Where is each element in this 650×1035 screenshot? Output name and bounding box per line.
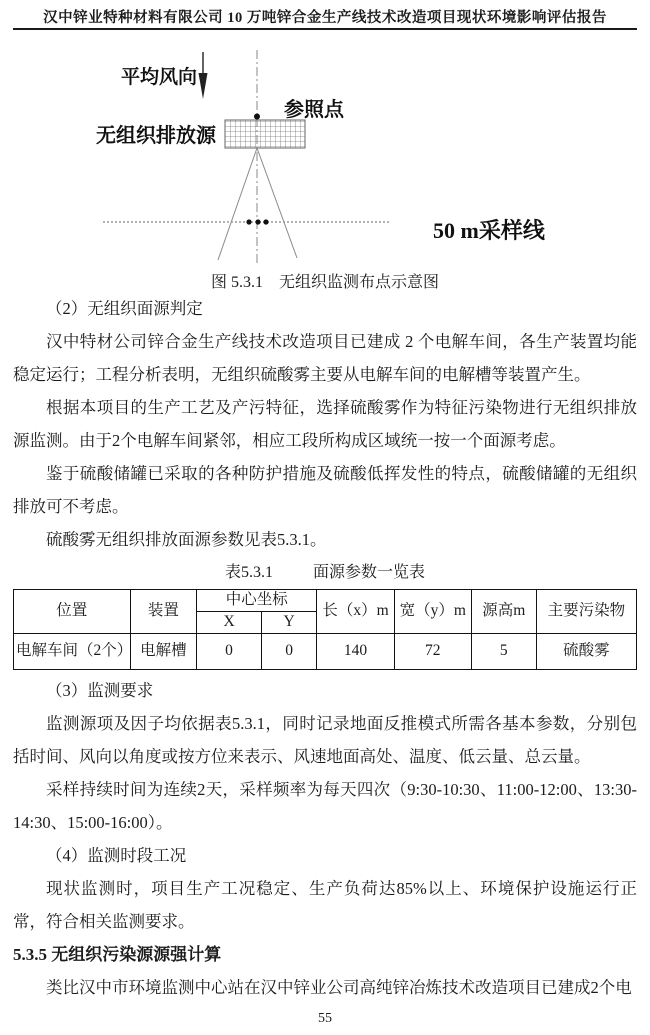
paragraph: （3）监测要求 <box>46 681 154 700</box>
paragraph: 汉中特材公司锌合金生产线技术改造项目已建成 2 个电解车间，各生产装置均能稳定运行；工程分析表明，无组织硫酸雾主要从电解车间的电解槽等装置产生。 <box>13 332 637 384</box>
paragraph: （4）监测时段工况 <box>46 846 187 865</box>
plume-cone-right-line <box>257 148 297 258</box>
paragraph: 根据本项目的生产工艺及产污特征，选择硫酸雾作为特征污染物进行无组织排放源监测。由于2个电解车间紧邻，相应工段所构成区域统一按一个面源考虑。 <box>13 398 637 450</box>
figure-caption: 图 5.3.1 无组织监测布点示意图 <box>210 274 439 291</box>
sampling-point-dot <box>246 219 251 224</box>
body-before-table <box>13 292 637 589</box>
wind-direction-label: 平均风向 <box>121 67 198 88</box>
table-caption-title: 面源参数一览表 <box>313 564 426 581</box>
section-heading-5-3-5: 5.3.5 无组织污染源源强计算 <box>13 945 222 964</box>
wind-arrow-head-icon <box>199 73 208 99</box>
paragraph: 硫酸雾无组织排放面源参数见表5.3.1。 <box>46 530 327 549</box>
col-header-position: 位置 <box>14 590 131 634</box>
figure-monitoring-layout <box>0 30 650 292</box>
col-header-y: Y <box>261 612 316 634</box>
paragraph: 监测源项及因子均依据表5.3.1，同时记录地面反推模式所需各基本参数，分别包括时间、风向以角度或按方位来表示、风速地面高处、温度、低云量、总云量。 <box>13 714 637 766</box>
cell-x: 0 <box>197 634 262 670</box>
col-header-device: 装置 <box>130 590 197 634</box>
paragraph: 鉴于硫酸储罐已采取的各种防护措施及硫酸低挥发性的特点，硫酸储罐的无组织排放可不考虑。 <box>13 464 637 516</box>
col-header-length: 长（x）m <box>317 590 394 634</box>
table-row <box>14 634 637 670</box>
cell-length: 140 <box>317 634 394 670</box>
sampling-point-dot <box>255 219 260 224</box>
area-source-parameter-table <box>13 589 637 670</box>
cell-source-height: 5 <box>471 634 536 670</box>
reference-point-label: 参照点 <box>284 99 344 121</box>
table-caption-number: 表5.3.1 <box>224 564 273 581</box>
col-header-source-height: 源高m <box>471 590 536 634</box>
monitoring-layout-diagram <box>0 46 650 268</box>
plume-cone-left-line <box>218 148 257 260</box>
emission-source-rect <box>225 120 305 148</box>
reference-point-dot <box>254 114 260 120</box>
col-header-width: 宽（y）m <box>394 590 471 634</box>
paragraph: 类比汉中市环境监测中心站在汉中锌业公司高纯锌冶炼技术改造项目已建成2个电 <box>46 978 632 997</box>
col-header-pollutant: 主要污染物 <box>536 590 636 634</box>
paragraph: （2）无组织面源判定 <box>46 299 203 318</box>
col-header-x: X <box>197 612 262 634</box>
cell-position: 电解车间（2个） <box>14 634 131 670</box>
table-header-row <box>14 590 637 612</box>
paragraph: 现状监测时，项目生产工况稳定、生产负荷达85%以上、环境保护设施运行正常，符合相关监测要求。 <box>13 879 637 931</box>
cell-width: 72 <box>394 634 471 670</box>
body-closing <box>13 971 637 1004</box>
emission-source-label: 无组织排放源 <box>96 125 216 147</box>
cell-device: 电解槽 <box>130 634 197 670</box>
page-header-title: 汉中锌业特种材料有限公司 10 万吨锌合金生产线技术改造项目现状环境影响评估报告 <box>13 0 637 30</box>
cell-pollutant: 硫酸雾 <box>536 634 636 670</box>
page-number: 55 <box>318 1011 332 1026</box>
paragraph: 采样持续时间为连续2天，采样频率为每天四次（9:30-10:30、11:00-12:00、13:30-14:30、15:00-16:00）。 <box>13 780 637 832</box>
cell-y: 0 <box>261 634 316 670</box>
sampling-line-label: 50 m采样线 <box>433 218 545 243</box>
col-header-center-coord: 中心坐标 <box>197 590 317 612</box>
body-after-table <box>13 674 637 938</box>
sampling-point-dot <box>263 219 268 224</box>
table-caption <box>13 556 637 589</box>
